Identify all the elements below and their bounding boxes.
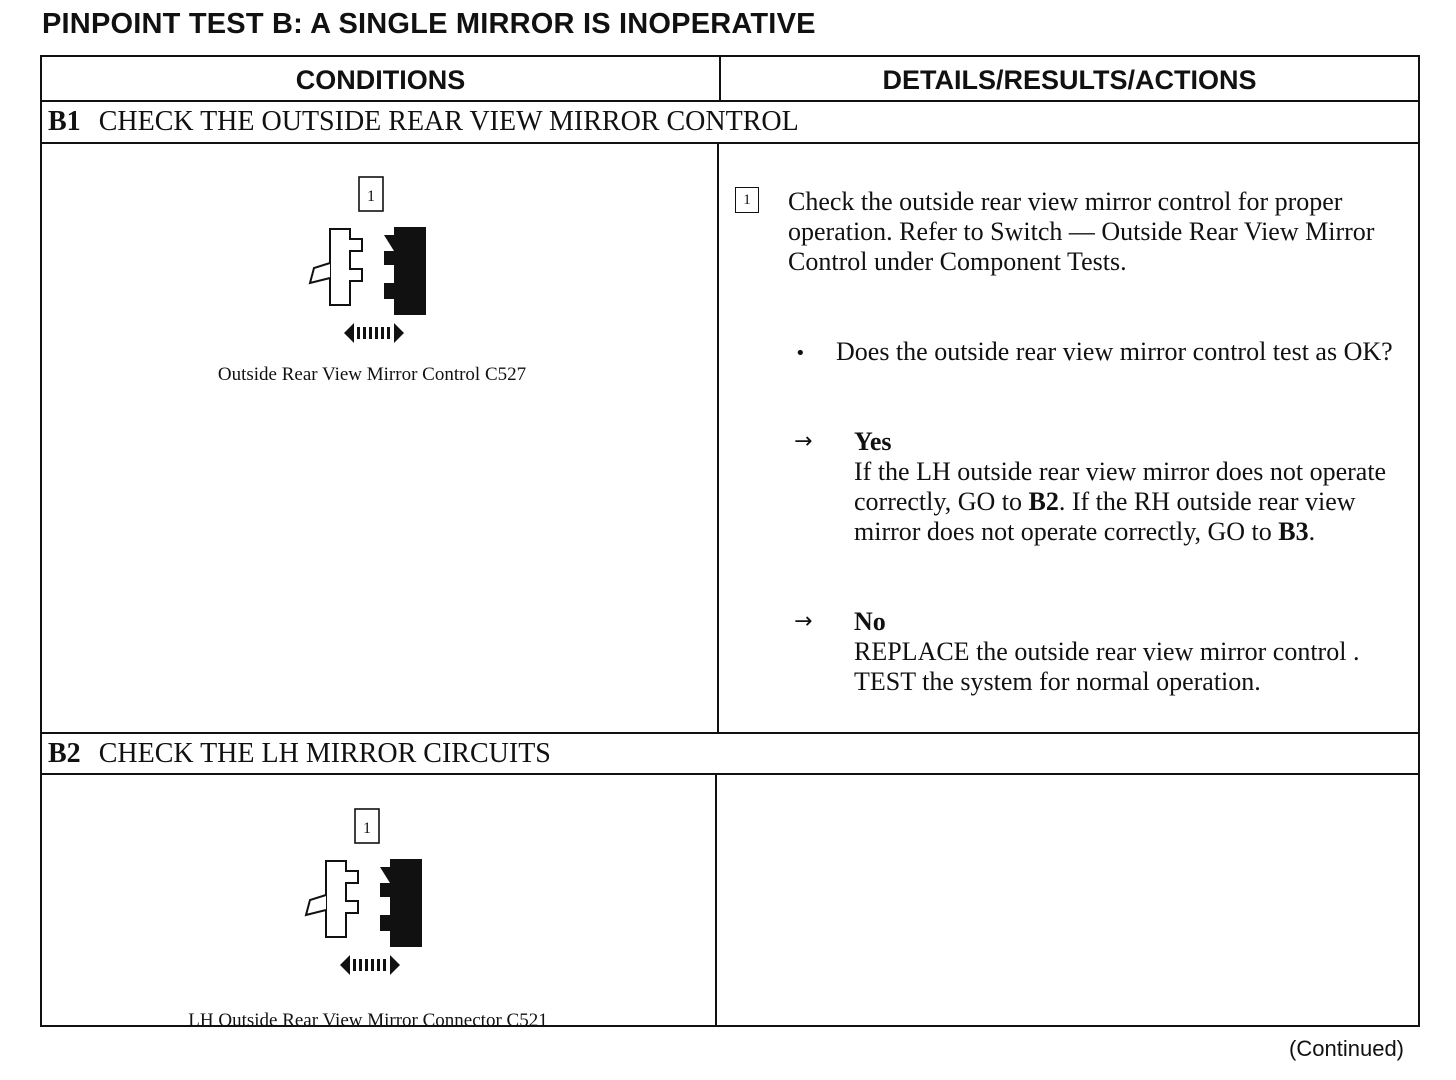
row-divider — [42, 773, 1418, 775]
figure-callout-text: 1 — [363, 820, 371, 837]
yes-text-part: . If the RH outside rear view mirror does not operate correctly, GO to — [854, 487, 1356, 546]
row-divider — [42, 142, 1418, 144]
continued-label: (Continued) — [1289, 1036, 1404, 1061]
details-header: DETAILS/RESULTS/ACTIONS — [882, 65, 1257, 95]
bullet-icon: • — [795, 343, 806, 364]
connector-icon — [298, 807, 438, 982]
step-b2-title: CHECK THE LH MIRROR CIRCUITS — [98, 738, 551, 769]
step-ref-b2: B2 — [1028, 487, 1059, 516]
step-b2-header — [48, 734, 551, 774]
step-b1-header — [48, 102, 799, 142]
no-text: REPLACE the outside rear view mirror control . TEST the system for normal operation. — [854, 637, 1360, 696]
no-label: No — [854, 607, 886, 636]
step-b1-figure — [152, 175, 592, 386]
step-b2-figure-caption: LH Outside Rear View Mirror Connector C521 — [188, 1010, 548, 1031]
step-b2-id: B2 — [48, 738, 81, 769]
step-b1-instruction: Check the outside rear view mirror control for proper operation. Refer to Switch — Outside Rear View Mirror Control under Component Tests. — [788, 187, 1375, 276]
step-b1-callout: 1 — [735, 187, 759, 213]
column-divider — [715, 774, 717, 1027]
step-b1-figure-caption: Outside Rear View Mirror Control C527 — [217, 364, 527, 385]
step-b1-yes-result — [854, 427, 1404, 547]
arrow-right-icon: → — [794, 609, 813, 634]
step-b1-no-result — [854, 607, 1374, 697]
arrow-right-icon: → — [794, 429, 813, 454]
figure-callout-text: 1 — [367, 188, 375, 205]
page-title: PINPOINT TEST B: A SINGLE MIRROR IS INOPERATIVE — [42, 8, 816, 40]
pinpoint-table — [40, 55, 1420, 1031]
conditions-header: CONDITIONS — [295, 65, 466, 95]
step-b1-title: CHECK THE OUTSIDE REAR VIEW MIRROR CONTROL — [98, 106, 799, 137]
yes-label: Yes — [854, 427, 892, 456]
column-divider — [719, 57, 721, 101]
step-b1-question: Does the outside rear view mirror control test as OK? — [836, 337, 1393, 366]
yes-text — [854, 457, 1404, 547]
connector-icon — [302, 175, 442, 350]
step-ref-b3: B3 — [1278, 517, 1309, 546]
yes-text-part: . — [1308, 517, 1316, 546]
yes-text-part: If the LH outside rear view mirror does not operate correctly, GO to — [854, 457, 1387, 516]
column-divider — [717, 143, 719, 733]
step-b2-figure — [148, 807, 588, 1032]
step-b1-id: B1 — [48, 106, 81, 137]
